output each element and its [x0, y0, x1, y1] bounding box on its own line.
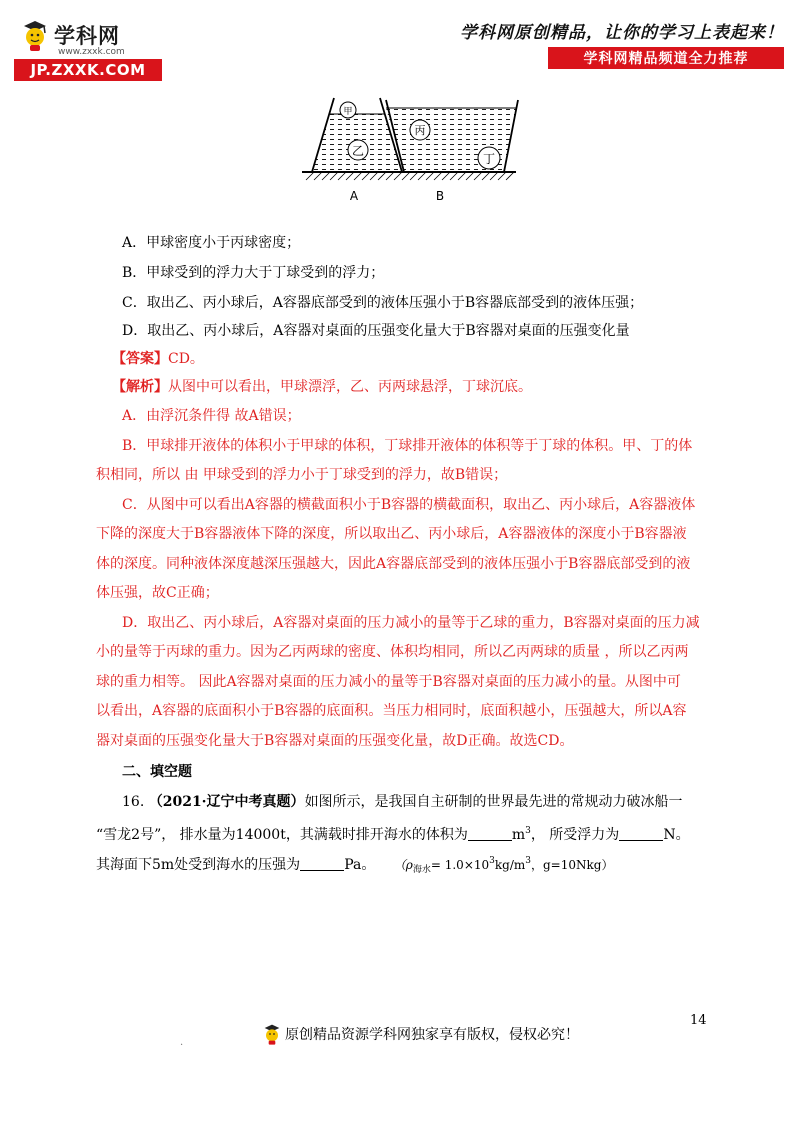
ball-jia-label: 甲 [343, 107, 353, 117]
ball-ding-label: 丁 [482, 152, 496, 166]
analysis-line: D．取出乙、丙小球后，A容器对桌面的压力减小的量等于乙球的重力，B容器对桌面的压力减 [122, 615, 700, 631]
analysis-line: 球的重力相等。 因此A容器对桌面的压力减小的量等于B容器对桌面的压力减小的量。从图中可 [96, 674, 681, 690]
option-c: C．取出乙、丙小球后，A容器底部受到的液体压强小于B容器底部受到的液体压强； [122, 295, 644, 311]
analysis-line: 体压强，故C正确； [96, 585, 219, 601]
analysis-line: C．从图中可以看出A容器的横截面积小于B容器的横截面积，取出乙、丙小球后，A容器液体 [122, 497, 696, 513]
mascot-icon [20, 18, 50, 52]
q16-source: （2021·辽宁中考真题） [148, 794, 305, 810]
page-number: 14 [690, 1013, 707, 1028]
option-a: A．甲球密度小于丙球密度； [122, 235, 301, 251]
answer-tag: 【答案】 [112, 351, 168, 367]
answer-text: CD。 [168, 351, 204, 367]
option-d: D．取出乙、丙小球后，A容器对桌面的压强变化量大于B容器对桌面的压强变化量 [122, 323, 630, 339]
analysis-line: 小的量等于丙球的重力。因为乙丙两球的密度、体积均相同，所以乙丙两球的质量 ，所以乙丙两 [96, 644, 689, 660]
q16-line-2: “雪龙2号”， 排水量为14000t，其满载时排开海水的体积为 $m^3$， 所受浮力为 N。 [96, 826, 690, 843]
answer-line [112, 349, 204, 369]
site-logo[interactable] [14, 14, 164, 79]
footer-text: 原创精品资源学科网独家享有版权，侵权必究！ [285, 1027, 579, 1043]
analysis-line: B．甲球排开液体的体积小于甲球的体积，丁球排开液体的体积等于丁球的体积。甲、丁的体 [122, 438, 693, 454]
analysis-line: 体的深度。同种液体深度越深压强越大，因此A容器底部受到的液体压强小于B容器底部受到的液 [96, 556, 691, 572]
ball-bing-label: 丙 [414, 124, 426, 137]
recommend-banner[interactable]: 学科网精品频道全力推荐 [548, 47, 784, 69]
logo-text: 学科网 [54, 24, 120, 48]
pressure-blank[interactable] [300, 856, 344, 871]
footer-copyright [262, 1022, 579, 1046]
analysis-line: 积相同，所以 由 甲球受到的浮力小于丁球受到的浮力，故B错误； [96, 467, 508, 483]
container-b-label: B [435, 189, 445, 203]
analysis-line: 以看出，A容器的底面积小于B容器的底面积。当压力相同时，底面积越小，压强越大，所以A容 [96, 703, 687, 719]
logo-sub: www.zxxk.com [58, 47, 125, 57]
option-b: B．甲球受到的浮力大于丁球受到的浮力； [122, 265, 385, 281]
analysis-line: 下降的深度大于B容器液体下降的深度，所以取出乙、丙小球后，A容器液体的深度小于B容器液 [96, 526, 687, 542]
logo-banner[interactable]: JP.ZXXK.COM [14, 59, 162, 81]
footer-dot: . [180, 1037, 184, 1048]
analysis-line-1: 【解析】从图中可以看出，甲球漂浮，乙、丙两球悬浮，丁球沉底。 [112, 379, 532, 395]
buoyancy-blank[interactable] [619, 826, 663, 841]
containers-figure [290, 92, 520, 207]
header-slogan: 学科网原创精品，让你的学习上表起来！ [460, 23, 784, 43]
q16-number: 16. [122, 794, 145, 810]
analysis-line: 器对桌面的压强变化量大于B容器对桌面的压强变化量，故D正确。故选CD。 [96, 733, 574, 749]
volume-blank[interactable] [468, 826, 512, 841]
q16-line-1: 16. （2021·辽宁中考真题）如图所示，是我国自主研制的世界最先进的常规动力破冰船一 [122, 794, 683, 810]
section-title: 二、填空题 [122, 764, 192, 780]
container-a-label: A [349, 189, 359, 203]
analysis-line: A．由浮沉条件得 故A错误； [122, 408, 301, 424]
q16-line-3: 其海面下5m处受到海水的压强为 Pa。 （$\rho_{海水}= 1.0\times 10^3kg/m^3$，g=10Nkg） [96, 856, 614, 875]
analysis-tag: 【解析】 [112, 379, 168, 395]
mascot-icon [262, 1022, 282, 1046]
ball-yi-label: 乙 [351, 144, 365, 158]
